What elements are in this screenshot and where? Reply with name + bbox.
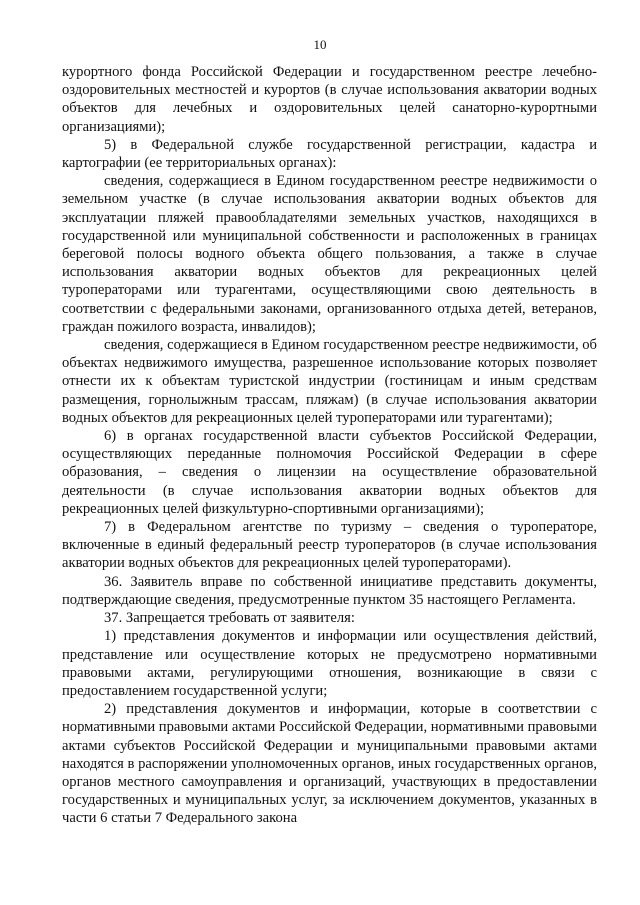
page-number: 10 <box>313 37 327 52</box>
paragraph-item-6-education-license: 6) в органах государственной власти субъектов Российской Федерации, осуществляющих переданные полномочия Российской Федерации в сфере образования, – сведения о лицензии на осуществление образовательной деятельности (в случае использования акватории водных объектов для рекреационных целей физкультурно-спортивными организациями); <box>62 428 597 517</box>
paragraph-item-5-rosreestr: 5) в Федеральной службе государственной регистрации, кадастра и картографии (ее территориальных органах): <box>62 136 597 172</box>
paragraph-clause-36: 36. Заявитель вправе по собственной инициативе представить документы, подтверждающие сведения, предусмотренные пунктом 35 настоящего Регламента. <box>62 573 597 608</box>
document-body <box>62 63 597 828</box>
paragraph-clause-37-item-1: 1) представления документов и информации или осуществления действий, представление или осуществление которых не предусмотрено нормативными правовыми актами, регулирующими отношения, возникающие в связи с предоставлением государственной услуги; <box>62 628 597 699</box>
paragraph-real-estate-info: сведения, содержащиеся в Едином государственном реестре недвижимости, об объектах недвижимого имущества, разрешенное использование которых позволяет отнести их к объектам туристской индустрии (гостиницам и иным средствам размещения, горнолыжным трассам, пляжам) (в случае использования акватории водных объектов для рекреационных целей туроператорами или турагентами); <box>62 337 597 426</box>
paragraph-item-7-tourism-agency: 7) в Федеральном агентстве по туризму – сведения о туроператоре, включенные в единый федеральный реестр туроператоров (в случае использования акватории водных объектов для рекреационных целей туроператорами). <box>62 519 597 572</box>
paragraph-clause-37-item-2: 2) представления документов и информации, которые в соответствии с нормативными правовыми актами Российской Федерации, нормативными правовыми актами субъектов Российской Федерации и муниципальными правовыми актами находятся в распоряжении уполномоченных органов, иных государственных органов, органов местного самоуправления и организаций, участвующих в предоставлении государственных и муниципальных услуг, за исключением документов, указанных в части 6 статьи 7 Федерального закона <box>62 701 597 827</box>
paragraph-clause-37: 37. Запрещается требовать от заявителя: <box>104 610 355 627</box>
paragraph-continuation: курортного фонда Российской Федерации и государственном реестре лечебно-оздоровительных местностей и курортов (в случае использования акватории водных объектов для лечебных и оздоровительных целей санаторно-курортными организациями); <box>62 64 597 135</box>
paragraph-land-plot-info: сведения, содержащиеся в Едином государственном реестре недвижимости о земельном участке (в случае использования акватории водных объектов для эксплуатации пляжей правообладателями земельных участков, находящихся в государственной или муниципальной собственности и расположенных в границах береговой полосы водного объекта общего пользования, а также в случае использования акватории водных объектов для рекреационных целей туроператорами или турагентами, осуществляющими свою деятельность в соответствии с федеральными законами, организованного отдыха детей, ветеранов, граждан пожилого возраста, инвалидов); <box>62 173 597 335</box>
